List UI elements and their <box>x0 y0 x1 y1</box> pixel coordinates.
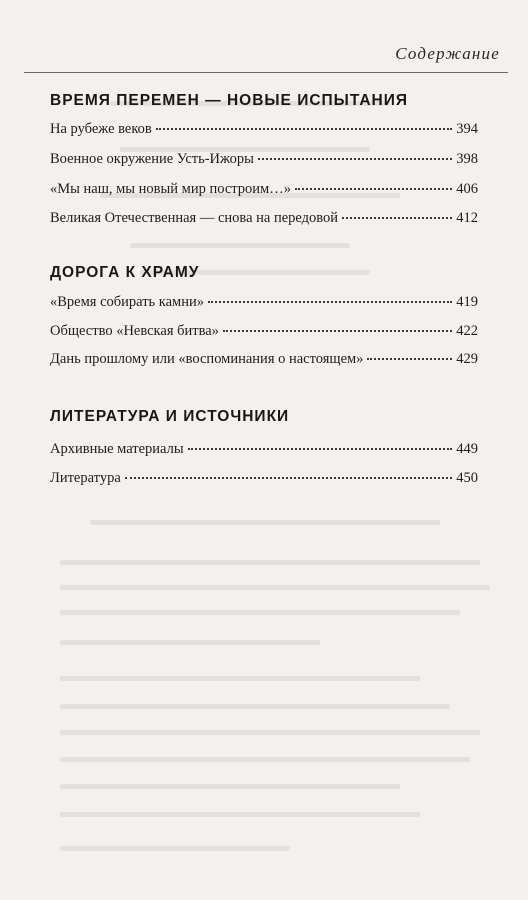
page-number: 422 <box>456 323 478 339</box>
page-number: 429 <box>456 351 478 367</box>
section-title: ВРЕМЯ ПЕРЕМЕН — НОВЫЕ ИСПЫТАНИЯ <box>50 92 409 109</box>
dot-leader <box>295 188 452 190</box>
entry-title: Архивные материалы <box>50 441 184 457</box>
entry-title: «Время собирать камни» <box>50 294 204 310</box>
section-title: ДОРОГА К ХРАМУ <box>50 264 200 281</box>
dot-leader <box>342 217 452 219</box>
entry-title: Великая Отечественная — снова на передовой <box>50 210 339 226</box>
toc-entry[interactable] <box>50 350 478 368</box>
page-number: 450 <box>456 470 478 486</box>
page-number: 394 <box>456 121 478 137</box>
toc-entry[interactable] <box>50 322 478 340</box>
toc-entry[interactable] <box>50 120 478 138</box>
header-rule <box>24 72 508 73</box>
dot-leader <box>208 301 452 303</box>
page-number: 412 <box>456 210 478 226</box>
entry-title: Общество «Невская битва» <box>50 323 219 339</box>
toc-entry[interactable] <box>50 293 478 311</box>
dot-leader <box>258 158 452 160</box>
dot-leader <box>156 128 452 130</box>
entry-title: Дань прошлому или «воспоминания о настоящем» <box>50 351 364 367</box>
entry-title: Литература <box>50 470 121 486</box>
toc-entry[interactable] <box>50 180 478 198</box>
toc-entry[interactable] <box>50 209 478 227</box>
page-number: 398 <box>456 151 478 167</box>
toc-entry[interactable] <box>50 150 478 168</box>
dot-leader <box>125 477 452 479</box>
entry-title: Военное окружение Усть-Ижоры <box>50 151 254 167</box>
running-head: Содержание <box>395 44 500 63</box>
dot-leader <box>223 330 452 332</box>
dot-leader <box>188 448 453 450</box>
page-number: 449 <box>456 441 478 457</box>
entry-title: «Мы наш, мы новый мир построим…» <box>50 181 291 197</box>
dot-leader <box>367 358 452 360</box>
toc-entry[interactable] <box>50 469 478 487</box>
page-number: 406 <box>456 181 478 197</box>
toc-entry[interactable] <box>50 440 478 458</box>
section-title: ЛИТЕРАТУРА И ИСТОЧНИКИ <box>50 408 290 425</box>
page-number: 419 <box>456 294 478 310</box>
entry-title: На рубеже веков <box>50 121 152 137</box>
